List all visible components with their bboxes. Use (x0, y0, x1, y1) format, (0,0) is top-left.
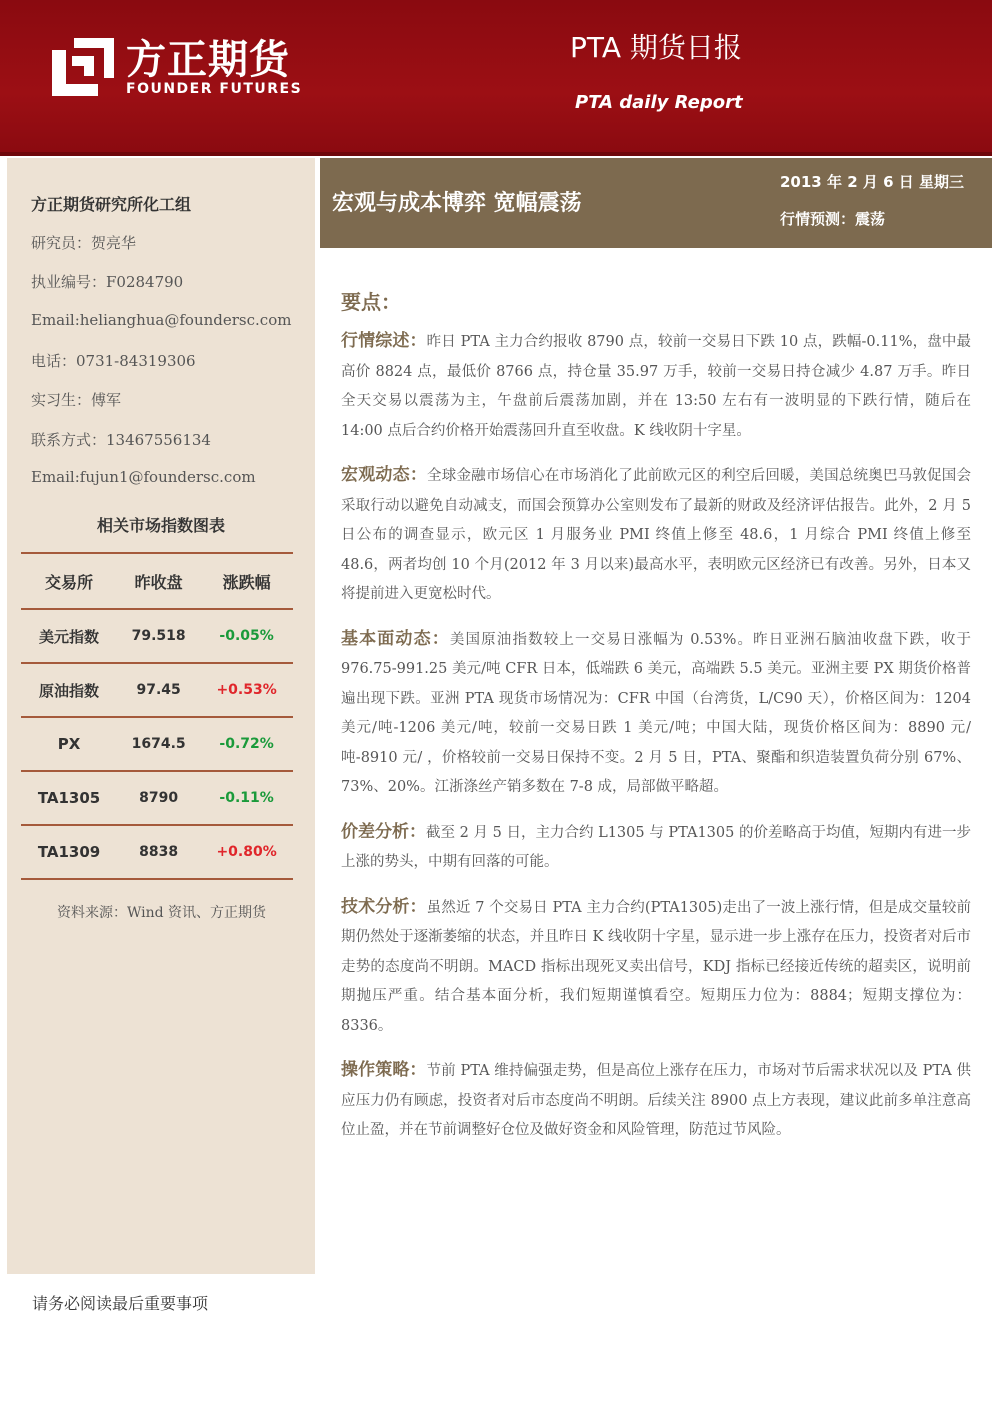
market-index-table (21, 552, 293, 880)
headline: 宏观与成本博弈 宽幅震荡 (332, 191, 582, 216)
row-change: -0.05% (200, 609, 293, 663)
founder-logo (52, 38, 312, 98)
row-name: 美元指数 (21, 609, 117, 663)
paragraph-label: 行情综述： (341, 331, 427, 351)
report-date: 2013 年 2 月 6 日 星期三 (780, 173, 964, 191)
row-close: 1674.5 (117, 717, 200, 771)
logo-english-name: FOUNDER FUTURES (126, 81, 303, 97)
market-forecast: 行情预测：震荡 (780, 210, 886, 228)
table-header-row (21, 553, 293, 609)
row-change: +0.80% (200, 825, 293, 879)
paragraph-label: 价差分析： (341, 821, 427, 842)
row-change: -0.11% (200, 771, 293, 825)
report-subtitle: PTA daily Report (575, 92, 743, 113)
header-divider (0, 152, 992, 156)
table-row (21, 663, 293, 717)
key-points-title: 要点： (341, 290, 401, 314)
market-index-table-title: 相关市场指数图表 (96, 516, 225, 535)
researcher-phone: 电话：0731-84319306 (31, 352, 196, 370)
paragraph-label: 操作策略： (341, 1060, 427, 1080)
paragraph-label: 宏观动态： (341, 465, 428, 485)
license-number: 执业编号：F0284790 (31, 273, 184, 291)
technical-analysis-paragraph (341, 893, 971, 1042)
research-group: 方正期货研究所化工组 (31, 195, 192, 214)
row-name: PX (21, 717, 117, 771)
spread-analysis-paragraph (341, 818, 971, 878)
fundamentals-paragraph (341, 625, 971, 803)
row-change: -0.72% (200, 717, 293, 771)
paragraph-text: 截至 2 月 5 日，主力合约 L1305 与 PTA1305 的价差略高于均值，短期内有进一步上涨的势头，中期有回落的可能。 (341, 824, 972, 870)
macro-paragraph (341, 461, 971, 610)
column-header-close: 昨收盘 (117, 553, 200, 609)
intern-name: 实习生：傅军 (31, 391, 122, 409)
paragraph-text: 美国原油指数较上一交易日涨幅为 0.53%。昨日亚洲石脑油收盘下跌，收于 976.75-991.25 美元/吨 CFR 日本，低端跌 6 美元，高端跌 5.5 美元。亚洲主要 PX 期货价格普遍出现下跌。亚洲 PTA 现货市场情况为：CFR 中国（台湾货，L/C90 天），价格区间为：1204 美元/吨-1206 美元/吨，较前一交易日跌 1 美元/吨；中国大陆，现货价格区间为：8890 元/吨-8910 元/ ，价格较前一交易日保持不变。2 月 5 日，PTA、聚酯和织造装置负荷分别 67%、73%、20%。江浙涤丝产销多数在 7-8 成，局部做平略超。 (341, 631, 972, 795)
column-header-change: 涨跌幅 (200, 553, 293, 609)
paragraph-text: 昨日 PTA 主力合约报收 8790 点，较前一交易日下跌 10 点，跌幅-0.11%，盘中最高价 8824 点，最低价 8766 点，持仓量 35.97 万手，较前一交易日持仓减少 4.87 万手。昨日全天交易以震荡为主，午盘前后震荡加剧，并在 13:50 左右有一波明显的下跌行情，随后在 14:00 点后合约价格开始震荡回升直至收盘。K 线收阴十字星。 (341, 334, 972, 439)
logo-chinese-name: 方正期货 (126, 37, 290, 83)
report-title: PTA 期货日报 (570, 31, 742, 64)
row-close: 8838 (117, 825, 200, 879)
headline-banner (320, 158, 992, 248)
row-name: TA1309 (21, 825, 117, 879)
paragraph-label: 基本面动态： (341, 628, 450, 649)
row-close: 79.518 (117, 609, 200, 663)
table-row (21, 825, 293, 879)
researcher-email[interactable]: Email:helianghua@foundersc.com (31, 311, 292, 329)
researcher-name: 研究员：贺亮华 (31, 234, 137, 252)
intern-email[interactable]: Email:fujun1@foundersc.com (31, 468, 256, 486)
table-row (21, 609, 293, 663)
row-change: +0.53% (200, 663, 293, 717)
founder-logo-mark-icon (52, 38, 114, 96)
column-header-exchange: 交易所 (21, 553, 117, 609)
report-header (0, 0, 992, 155)
table-row (21, 771, 293, 825)
market-summary-paragraph (341, 327, 971, 446)
strategy-paragraph (341, 1056, 971, 1146)
paragraph-text: 节前 PTA 维持偏强走势，但是高位上涨存在压力，市场对节后需求状况以及 PTA 供应压力仍有顾虑，投资者对后市态度尚不明朗。后续关注 8900 点上方表现，建议此前多单注意高位止盈，并在节前调整好仓位及做好资金和风险管理，防范过节风险。 (341, 1063, 971, 1138)
row-close: 97.45 (117, 663, 200, 717)
table-row (21, 717, 293, 771)
paragraph-text: 虽然近 7 个交易日 PTA 主力合约(PTA1305)走出了一波上涨行情，但是成交量较前期仍然处于逐渐萎缩的状态，并且昨日 K 线收阴十字星，显示进一步上涨存在压力，投资者对后市走势的态度尚不明朗。MACD 指标出现死叉卖出信号，KDJ 指标已经接近传统的超卖区，说明前期抛压严重。结合基本面分析，我们短期谨慎看空。短期压力位为：8884；短期支撑位为：8336。 (341, 899, 972, 1034)
main-content (341, 286, 971, 1161)
row-name: TA1305 (21, 771, 117, 825)
paragraph-label: 技术分析： (341, 896, 427, 917)
row-name: 原油指数 (21, 663, 117, 717)
sidebar (7, 158, 315, 1274)
disclaimer-note: 请务必阅读最后重要事项 (32, 1294, 209, 1313)
row-close: 8790 (117, 771, 200, 825)
data-source-note: 资料来源：Wind 资讯、方正期货 (57, 905, 267, 921)
intern-phone: 联系方式：13467556134 (31, 431, 211, 449)
paragraph-text: 全球金融市场信心在市场消化了此前欧元区的利空后回暖，美国总统奥巴马敦促国会采取行动以避免自动减支，而国会预算办公室则发布了最新的财政及经济评估报告。此外，2 月 5 日公布的调查显示，欧元区 1 月服务业 PMI 终值上修至 48.6，1 月综合 PMI 终值上修至 48.6，两者均创 10 个月(2012 年 3 月以来)最高水平，表明欧元区经济已有改善。另外，日本又将提前进入更宽松时代。 (341, 468, 972, 602)
